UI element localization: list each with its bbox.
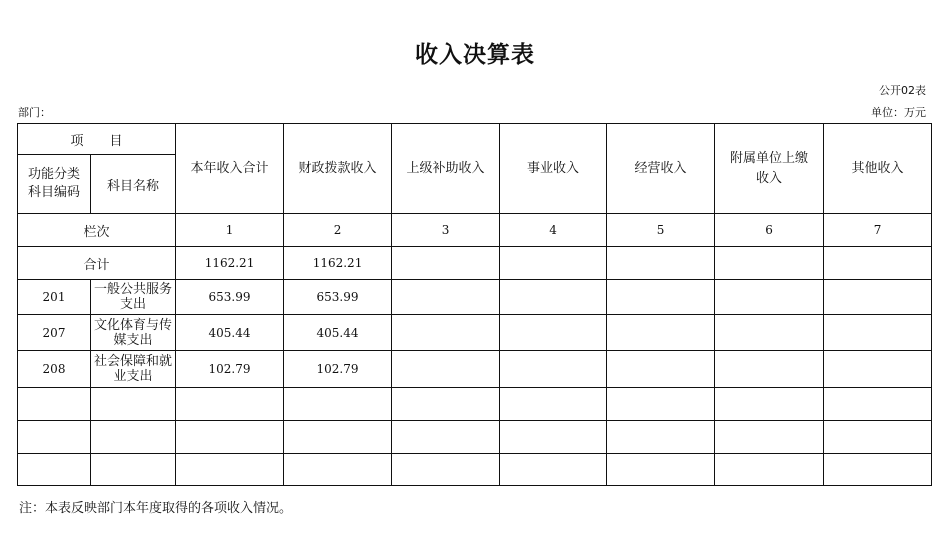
column-number: 1: [176, 214, 284, 247]
amount-cell: [607, 351, 715, 388]
column-number: 4: [500, 214, 607, 247]
total-value: [607, 247, 715, 280]
footnote: 注：本表反映部门本年度取得的各项收入情况。: [19, 501, 293, 516]
column-number: 3: [392, 214, 500, 247]
amount-cell: [824, 351, 932, 388]
subject-name-header: 科目名称: [91, 155, 176, 214]
total-value: 1162.21: [176, 247, 284, 280]
income-table: [17, 123, 932, 486]
column-header: 其他收入: [824, 124, 932, 214]
total-value: [824, 247, 932, 280]
total-label: 合计: [18, 247, 176, 280]
amount-cell: 405.44: [284, 315, 392, 351]
item-header: 项 目: [18, 124, 176, 155]
amount-cell: [715, 454, 824, 486]
amount-cell: [176, 454, 284, 486]
column-header: 事业收入: [500, 124, 607, 214]
amount-cell: [392, 388, 500, 421]
table-row: [18, 388, 932, 421]
amount-cell: [284, 421, 392, 454]
column-number: 5: [607, 214, 715, 247]
unit-label: 单位：万元: [871, 106, 926, 119]
column-number: 6: [715, 214, 824, 247]
amount-cell: [284, 388, 392, 421]
amount-cell: [500, 421, 607, 454]
amount-cell: [176, 421, 284, 454]
amount-cell: [176, 388, 284, 421]
total-value: [715, 247, 824, 280]
amount-cell: 102.79: [284, 351, 392, 388]
amount-cell: [392, 351, 500, 388]
func-code: [18, 421, 91, 454]
table-row: [18, 351, 932, 388]
form-code: 公开02表: [879, 84, 926, 97]
column-header: 经营收入: [607, 124, 715, 214]
amount-cell: [392, 454, 500, 486]
total-value: 1162.21: [284, 247, 392, 280]
subject-name: 一般公共服务支出: [91, 280, 176, 315]
table-row: [18, 421, 932, 454]
amount-cell: [715, 421, 824, 454]
amount-cell: [607, 388, 715, 421]
amount-cell: [607, 421, 715, 454]
amount-cell: [715, 280, 824, 315]
amount-cell: [607, 454, 715, 486]
func-code: [18, 388, 91, 421]
subject-name: 文化体育与传媒支出: [91, 315, 176, 351]
column-header: 附属单位上缴 收入: [715, 124, 824, 214]
amount-cell: 653.99: [284, 280, 392, 315]
column-number: 2: [284, 214, 392, 247]
amount-cell: [824, 280, 932, 315]
amount-cell: [500, 315, 607, 351]
amount-cell: [824, 421, 932, 454]
column-number: 7: [824, 214, 932, 247]
amount-cell: [500, 388, 607, 421]
subject-name: [91, 421, 176, 454]
func-code: [18, 454, 91, 486]
column-header: 本年收入合计: [176, 124, 284, 214]
amount-cell: [500, 351, 607, 388]
report-title: 收入决算表: [415, 42, 535, 68]
amount-cell: 102.79: [176, 351, 284, 388]
func-code-header: 功能分类 科目编码: [18, 155, 91, 214]
amount-cell: 653.99: [176, 280, 284, 315]
table-row: [18, 454, 932, 486]
subject-name: 社会保障和就业支出: [91, 351, 176, 388]
amount-cell: [824, 388, 932, 421]
total-value: [392, 247, 500, 280]
amount-cell: [284, 454, 392, 486]
amount-cell: [607, 280, 715, 315]
amount-cell: [392, 315, 500, 351]
table-row: [18, 280, 932, 315]
column-header: 上级补助收入: [392, 124, 500, 214]
amount-cell: 405.44: [176, 315, 284, 351]
func-code: 208: [18, 351, 91, 388]
amount-cell: [715, 388, 824, 421]
amount-cell: [824, 454, 932, 486]
func-code: 207: [18, 315, 91, 351]
subject-name: [91, 454, 176, 486]
column-number-label: 栏次: [18, 214, 176, 247]
amount-cell: [392, 421, 500, 454]
amount-cell: [607, 315, 715, 351]
table-row: [18, 315, 932, 351]
department-label: 部门：: [18, 106, 51, 119]
amount-cell: [715, 315, 824, 351]
subject-name: [91, 388, 176, 421]
amount-cell: [824, 315, 932, 351]
amount-cell: [715, 351, 824, 388]
column-header: 财政拨款收入: [284, 124, 392, 214]
amount-cell: [392, 280, 500, 315]
amount-cell: [500, 454, 607, 486]
amount-cell: [500, 280, 607, 315]
func-code: 201: [18, 280, 91, 315]
total-value: [500, 247, 607, 280]
